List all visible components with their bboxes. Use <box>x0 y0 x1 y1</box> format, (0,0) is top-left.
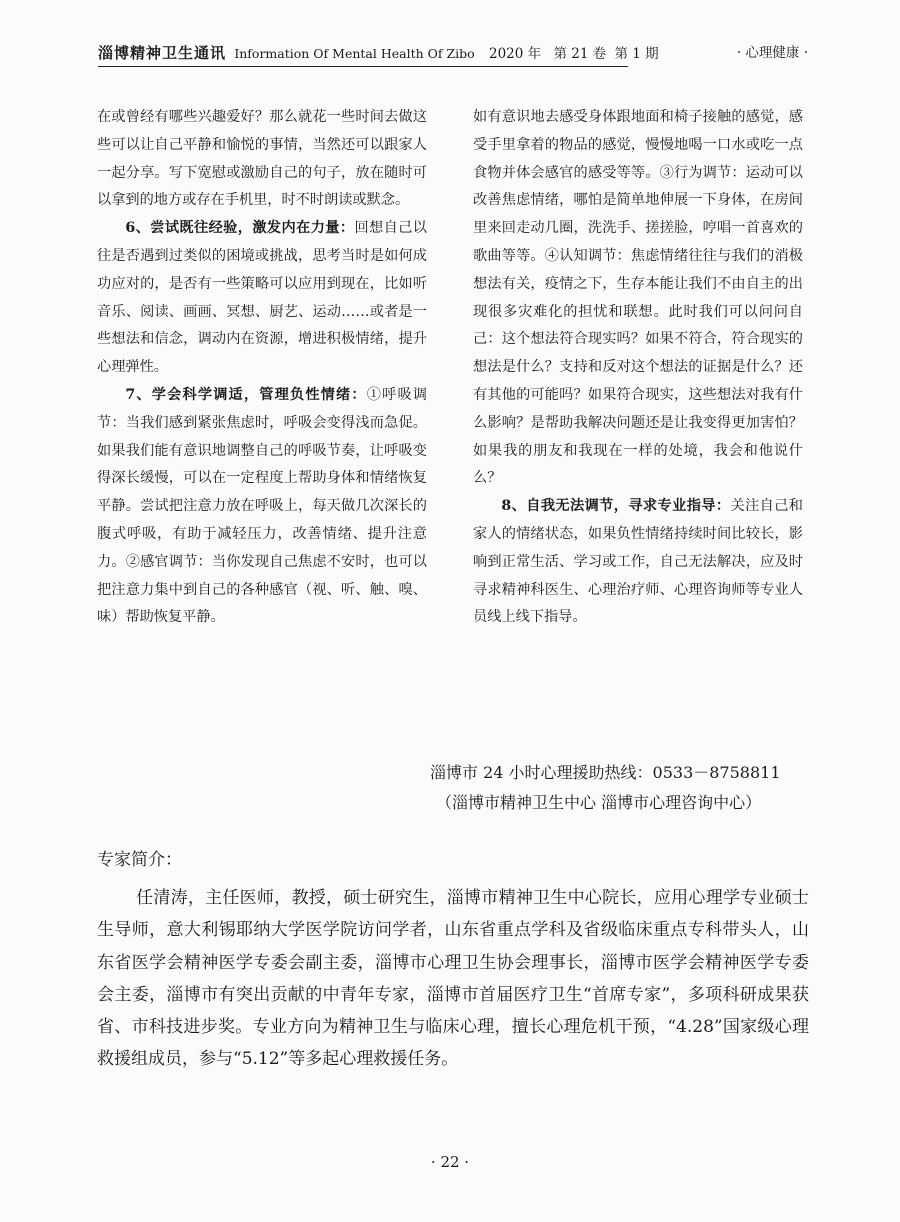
page-header <box>98 42 808 66</box>
tip-7-title: 7、学会科学调适，管理负性情绪： <box>125 386 367 403</box>
tip-8-body: 关注自己和家人的情绪状态，如果负性情绪持续时间比较长，影响到正常生活、学习或工作，自己无法解决，应及时寻求精神科医生、心理治疗师、心理咨询师等专业人员线上线下指导。 <box>473 498 803 626</box>
left-column <box>97 104 427 632</box>
right-column <box>473 104 803 632</box>
expert-heading: 专家简介： <box>97 850 182 870</box>
tip-6-title: 6、尝试既往经验，激发内在力量： <box>125 220 355 237</box>
journal-year: 2020 年 <box>489 46 542 62</box>
tip-6-body: 回想自己以往是否遇到过类似的困境或挑战，思考当时是如何成功应对的，是否有一些策略可以应用到现在，比如听音乐、阅读、画画、冥想、厨艺、运动……或者是一些想法和信念，调动内在资源，增进积极情绪，提升心理弹性。 <box>97 220 427 376</box>
paragraph-tip-7-continued: 如有意识地去感受身体跟地面和椅子接触的感觉，感受手里拿着的物品的感觉，慢慢地喝一口水或吃一点食物并体会感官的感受等等。③行为调节：运动可以改善焦虑情绪，哪怕是简单地伸展一下身体，在房间里来回走动几圈，洗洗手、搓搓脸，哼唱一首喜欢的歌曲等等。④认知调节：焦虑情绪往往与我们的消极想法有关，疫情之下，生存本能让我们不由自主的出现很多灾难化的担忧和联想。此时我们可以问问自己：这个想法符合现实吗？如果不符合，符合现实的想法是什么？支持和反对这个想法的证据是什么？还有其他的可能吗？如果符合现实，这些想法对我有什么影响？是帮助我解决问题还是让我变得更加害怕？如果我的朋友和我现在一样的处境，我会和他说什么？ <box>473 109 803 487</box>
journal-title-en: Information Of Mental Health Of Zibo <box>234 46 475 61</box>
paragraph-continued: 在或曾经有哪些兴趣爱好？那么就花一些时间去做这些可以让自己平静和愉悦的事情，当然还可以跟家人一起分享。写下宽慰或激励自己的句子，放在随时可以拿到的地方或存在手机里，时不时朗读或默念。 <box>97 109 427 209</box>
page-number: · 22 · <box>430 1153 470 1171</box>
section-label: · 心理健康 · <box>736 45 808 61</box>
paragraph-tip-7 <box>97 382 427 632</box>
tip-8-title: 8、自我无法调节，寻求专业指导： <box>501 498 731 515</box>
paragraph-tip-6 <box>97 215 427 382</box>
tip-7-body: ①呼吸调节：当我们感到紧张焦虑时，呼吸会变得浅而急促。如果我们能有意识地调整自己的呼吸节奏，让呼吸变得深长缓慢，可以在一定程度上帮助身体和情绪恢复平静。尝试把注意力放在呼吸上，每天做几次深长的腹式呼吸，有助于减轻压力，改善情绪、提升注意力。②感官调节：当你发现自己焦虑不安时，也可以把注意力集中到自己的各种感官（视、听、触、嗅、味）帮助恢复平静。 <box>97 386 427 626</box>
journal-title-zh: 淄博精神卫生通讯 <box>98 44 227 62</box>
paragraph-tip-8 <box>473 493 803 632</box>
expert-bio: 任清涛，主任医师，教授，硕士研究生，淄博市精神卫生中心院长，应用心理学专业硕士生导师，意大利锡耶纳大学医学院访问学者，山东省重点学科及省级临床重点专科带头人，山东省医学会精神医学专委会副主委，淄博市心理卫生协会理事长，淄博市医学会精神医学专委会主委，淄博市有突出贡献的中青年专家，淄博市首届医疗卫生“首席专家”，多项科研成果获省、市科技进步奖。专业方向为精神卫生与临床心理，擅长心理危机干预，“4.28”国家级心理救援组成员，参与“5.12”等多起心理救援任务。 <box>97 888 809 1070</box>
journal-volume: 第 21 卷 <box>553 46 607 62</box>
hotline-number: 淄博市 24 小时心理援助热线：0533－8758811 <box>430 763 781 782</box>
expert-intro <box>97 844 809 1075</box>
journal-issue: 第 1 期 <box>614 46 659 62</box>
journal-info <box>98 42 659 67</box>
hotline-organization: （淄博市精神卫生中心 淄博市心理咨询中心） <box>436 793 762 812</box>
hotline-block <box>430 758 840 818</box>
